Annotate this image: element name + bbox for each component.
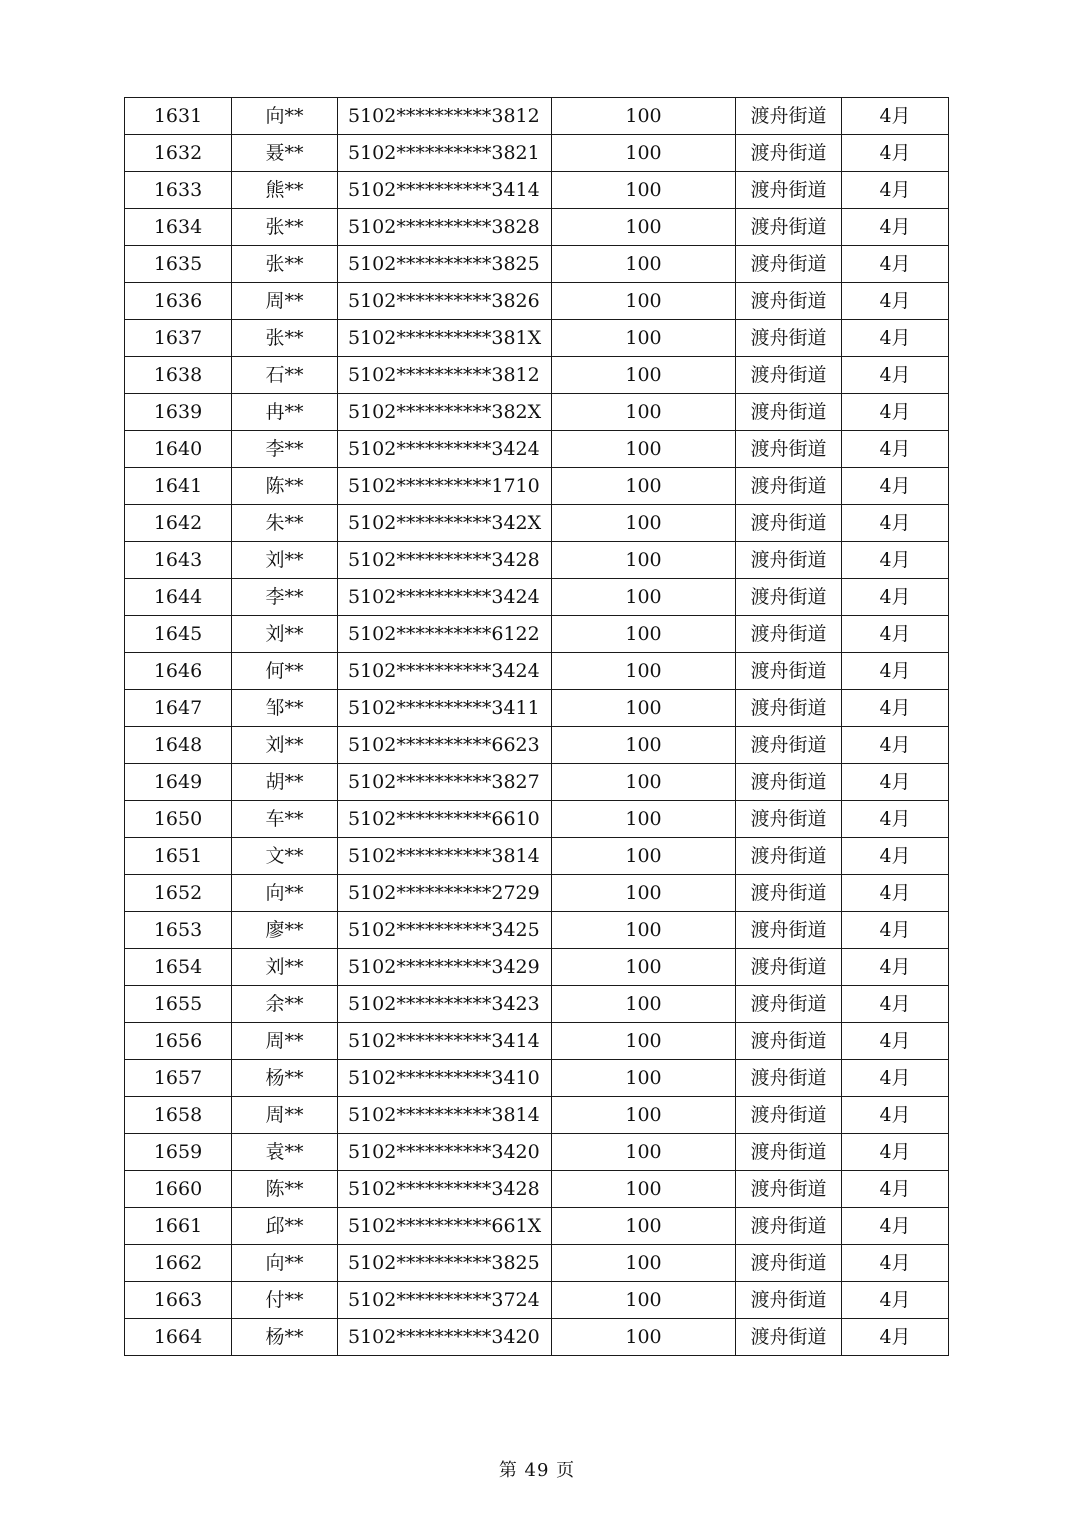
cell-name: 冉** [232,394,338,431]
cell-name: 向** [232,98,338,135]
cell-month: 4月 [842,394,949,431]
cell-month: 4月 [842,135,949,172]
cell-sequence: 1657 [125,1060,232,1097]
cell-month: 4月 [842,98,949,135]
cell-id-number: 5102**********3414 [338,1023,552,1060]
cell-sequence: 1642 [125,505,232,542]
table-row [125,98,949,135]
table-row [125,246,949,283]
cell-street: 渡舟街道 [736,172,842,209]
cell-id-number: 5102**********3429 [338,949,552,986]
cell-name: 杨** [232,1319,338,1356]
table-row [125,542,949,579]
table-row [125,801,949,838]
cell-id-number: 5102**********3812 [338,98,552,135]
cell-sequence: 1655 [125,986,232,1023]
cell-id-number: 5102**********6610 [338,801,552,838]
cell-street: 渡舟街道 [736,98,842,135]
cell-id-number: 5102**********1710 [338,468,552,505]
cell-amount: 100 [552,875,736,912]
cell-street: 渡舟街道 [736,246,842,283]
cell-sequence: 1654 [125,949,232,986]
table-row [125,1134,949,1171]
cell-street: 渡舟街道 [736,283,842,320]
cell-amount: 100 [552,1245,736,1282]
cell-id-number: 5102**********3420 [338,1319,552,1356]
cell-street: 渡舟街道 [736,135,842,172]
cell-id-number: 5102**********3424 [338,653,552,690]
cell-amount: 100 [552,727,736,764]
table-row [125,616,949,653]
cell-sequence: 1633 [125,172,232,209]
cell-month: 4月 [842,505,949,542]
table-row [125,690,949,727]
cell-id-number: 5102**********3425 [338,912,552,949]
cell-amount: 100 [552,579,736,616]
cell-street: 渡舟街道 [736,1245,842,1282]
cell-sequence: 1637 [125,320,232,357]
cell-name: 邹** [232,690,338,727]
cell-month: 4月 [842,1171,949,1208]
cell-name: 陈** [232,468,338,505]
cell-sequence: 1663 [125,1282,232,1319]
cell-street: 渡舟街道 [736,616,842,653]
cell-name: 刘** [232,727,338,764]
cell-street: 渡舟街道 [736,1319,842,1356]
cell-id-number: 5102**********3812 [338,357,552,394]
cell-amount: 100 [552,1208,736,1245]
cell-name: 文** [232,838,338,875]
cell-month: 4月 [842,616,949,653]
cell-sequence: 1648 [125,727,232,764]
cell-month: 4月 [842,1319,949,1356]
table-row [125,986,949,1023]
cell-month: 4月 [842,690,949,727]
cell-month: 4月 [842,283,949,320]
cell-id-number: 5102**********3428 [338,542,552,579]
cell-street: 渡舟街道 [736,1023,842,1060]
cell-street: 渡舟街道 [736,357,842,394]
cell-name: 周** [232,1097,338,1134]
cell-id-number: 5102**********381X [338,320,552,357]
table-row [125,727,949,764]
cell-amount: 100 [552,135,736,172]
cell-month: 4月 [842,579,949,616]
cell-name: 周** [232,1023,338,1060]
cell-street: 渡舟街道 [736,838,842,875]
cell-street: 渡舟街道 [736,912,842,949]
cell-sequence: 1662 [125,1245,232,1282]
cell-amount: 100 [552,1097,736,1134]
cell-sequence: 1636 [125,283,232,320]
cell-amount: 100 [552,1319,736,1356]
cell-sequence: 1664 [125,1319,232,1356]
cell-month: 4月 [842,320,949,357]
cell-id-number: 5102**********3424 [338,431,552,468]
cell-amount: 100 [552,209,736,246]
cell-amount: 100 [552,357,736,394]
cell-month: 4月 [842,727,949,764]
cell-street: 渡舟街道 [736,1134,842,1171]
cell-sequence: 1649 [125,764,232,801]
cell-month: 4月 [842,838,949,875]
cell-name: 张** [232,209,338,246]
table-row [125,172,949,209]
cell-month: 4月 [842,949,949,986]
cell-amount: 100 [552,912,736,949]
table-row [125,1023,949,1060]
cell-id-number: 5102**********382X [338,394,552,431]
cell-name: 张** [232,246,338,283]
subsidy-roster-table [124,97,949,1356]
cell-id-number: 5102**********3825 [338,246,552,283]
table-row [125,357,949,394]
cell-street: 渡舟街道 [736,1208,842,1245]
cell-month: 4月 [842,1097,949,1134]
cell-month: 4月 [842,653,949,690]
cell-amount: 100 [552,468,736,505]
cell-sequence: 1638 [125,357,232,394]
cell-id-number: 5102**********3814 [338,838,552,875]
cell-sequence: 1632 [125,135,232,172]
cell-id-number: 5102**********3411 [338,690,552,727]
cell-name: 陈** [232,1171,338,1208]
cell-month: 4月 [842,357,949,394]
table-row [125,1245,949,1282]
cell-month: 4月 [842,209,949,246]
cell-amount: 100 [552,394,736,431]
table-row [125,209,949,246]
cell-sequence: 1651 [125,838,232,875]
table-row [125,1097,949,1134]
cell-sequence: 1647 [125,690,232,727]
cell-sequence: 1644 [125,579,232,616]
cell-street: 渡舟街道 [736,468,842,505]
cell-amount: 100 [552,320,736,357]
table-row [125,1208,949,1245]
table-row [125,875,949,912]
cell-sequence: 1646 [125,653,232,690]
cell-amount: 100 [552,1060,736,1097]
cell-month: 4月 [842,764,949,801]
cell-name: 何** [232,653,338,690]
cell-month: 4月 [842,542,949,579]
cell-id-number: 5102**********3428 [338,1171,552,1208]
cell-amount: 100 [552,542,736,579]
cell-name: 车** [232,801,338,838]
table-row [125,838,949,875]
cell-month: 4月 [842,912,949,949]
cell-amount: 100 [552,1171,736,1208]
cell-id-number: 5102**********3414 [338,172,552,209]
cell-street: 渡舟街道 [736,320,842,357]
cell-sequence: 1659 [125,1134,232,1171]
cell-sequence: 1650 [125,801,232,838]
cell-id-number: 5102**********661X [338,1208,552,1245]
cell-amount: 100 [552,616,736,653]
page-number: 第 49 页 [498,1460,576,1481]
cell-month: 4月 [842,468,949,505]
cell-name: 周** [232,283,338,320]
cell-name: 刘** [232,542,338,579]
table-row [125,468,949,505]
cell-sequence: 1645 [125,616,232,653]
cell-sequence: 1643 [125,542,232,579]
cell-street: 渡舟街道 [736,505,842,542]
cell-name: 向** [232,875,338,912]
cell-street: 渡舟街道 [736,209,842,246]
cell-id-number: 5102**********3826 [338,283,552,320]
cell-month: 4月 [842,1023,949,1060]
cell-name: 杨** [232,1060,338,1097]
cell-street: 渡舟街道 [736,801,842,838]
table-row [125,505,949,542]
cell-street: 渡舟街道 [736,1060,842,1097]
cell-street: 渡舟街道 [736,1097,842,1134]
cell-month: 4月 [842,1245,949,1282]
cell-amount: 100 [552,431,736,468]
cell-amount: 100 [552,1023,736,1060]
cell-amount: 100 [552,690,736,727]
cell-amount: 100 [552,1134,736,1171]
cell-name: 刘** [232,949,338,986]
cell-sequence: 1631 [125,98,232,135]
cell-amount: 100 [552,172,736,209]
cell-month: 4月 [842,986,949,1023]
table-row [125,135,949,172]
cell-name: 石** [232,357,338,394]
cell-amount: 100 [552,838,736,875]
cell-amount: 100 [552,1282,736,1319]
cell-street: 渡舟街道 [736,1171,842,1208]
roster-table-body [125,98,949,1356]
cell-amount: 100 [552,653,736,690]
cell-name: 朱** [232,505,338,542]
cell-id-number: 5102**********3724 [338,1282,552,1319]
cell-id-number: 5102**********6122 [338,616,552,653]
cell-id-number: 5102**********3410 [338,1060,552,1097]
table-row [125,1319,949,1356]
cell-month: 4月 [842,431,949,468]
cell-sequence: 1639 [125,394,232,431]
cell-street: 渡舟街道 [736,653,842,690]
cell-month: 4月 [842,172,949,209]
cell-name: 聂** [232,135,338,172]
cell-name: 邱** [232,1208,338,1245]
cell-sequence: 1641 [125,468,232,505]
cell-amount: 100 [552,801,736,838]
table-row [125,320,949,357]
cell-sequence: 1660 [125,1171,232,1208]
cell-name: 李** [232,431,338,468]
cell-sequence: 1661 [125,1208,232,1245]
cell-name: 胡** [232,764,338,801]
cell-amount: 100 [552,246,736,283]
cell-street: 渡舟街道 [736,431,842,468]
cell-street: 渡舟街道 [736,875,842,912]
table-row [125,949,949,986]
table-row [125,912,949,949]
table-row [125,764,949,801]
cell-street: 渡舟街道 [736,542,842,579]
cell-id-number: 5102**********3821 [338,135,552,172]
cell-sequence: 1635 [125,246,232,283]
cell-street: 渡舟街道 [736,1282,842,1319]
table-row [125,394,949,431]
cell-name: 张** [232,320,338,357]
cell-street: 渡舟街道 [736,690,842,727]
cell-id-number: 5102**********6623 [338,727,552,764]
cell-sequence: 1653 [125,912,232,949]
cell-name: 李** [232,579,338,616]
cell-sequence: 1640 [125,431,232,468]
cell-street: 渡舟街道 [736,394,842,431]
cell-name: 袁** [232,1134,338,1171]
table-row [125,579,949,616]
cell-sequence: 1658 [125,1097,232,1134]
cell-month: 4月 [842,801,949,838]
cell-month: 4月 [842,246,949,283]
cell-id-number: 5102**********3814 [338,1097,552,1134]
cell-id-number: 5102**********3424 [338,579,552,616]
table-row [125,1282,949,1319]
cell-month: 4月 [842,1060,949,1097]
table-row [125,1171,949,1208]
cell-street: 渡舟街道 [736,949,842,986]
cell-id-number: 5102**********3827 [338,764,552,801]
table-row [125,1060,949,1097]
cell-street: 渡舟街道 [736,727,842,764]
cell-amount: 100 [552,986,736,1023]
table-row [125,283,949,320]
cell-name: 刘** [232,616,338,653]
cell-month: 4月 [842,875,949,912]
cell-id-number: 5102**********2729 [338,875,552,912]
cell-month: 4月 [842,1282,949,1319]
cell-amount: 100 [552,505,736,542]
cell-month: 4月 [842,1208,949,1245]
cell-month: 4月 [842,1134,949,1171]
cell-name: 熊** [232,172,338,209]
cell-amount: 100 [552,949,736,986]
table-row [125,431,949,468]
cell-id-number: 5102**********3828 [338,209,552,246]
cell-id-number: 5102**********3825 [338,1245,552,1282]
cell-id-number: 5102**********342X [338,505,552,542]
cell-name: 向** [232,1245,338,1282]
cell-amount: 100 [552,764,736,801]
cell-amount: 100 [552,283,736,320]
table-row [125,653,949,690]
cell-name: 付** [232,1282,338,1319]
cell-amount: 100 [552,98,736,135]
cell-sequence: 1652 [125,875,232,912]
cell-sequence: 1634 [125,209,232,246]
cell-street: 渡舟街道 [736,764,842,801]
cell-street: 渡舟街道 [736,579,842,616]
cell-id-number: 5102**********3420 [338,1134,552,1171]
cell-id-number: 5102**********3423 [338,986,552,1023]
cell-sequence: 1656 [125,1023,232,1060]
cell-name: 余** [232,986,338,1023]
cell-name: 廖** [232,912,338,949]
cell-street: 渡舟街道 [736,986,842,1023]
